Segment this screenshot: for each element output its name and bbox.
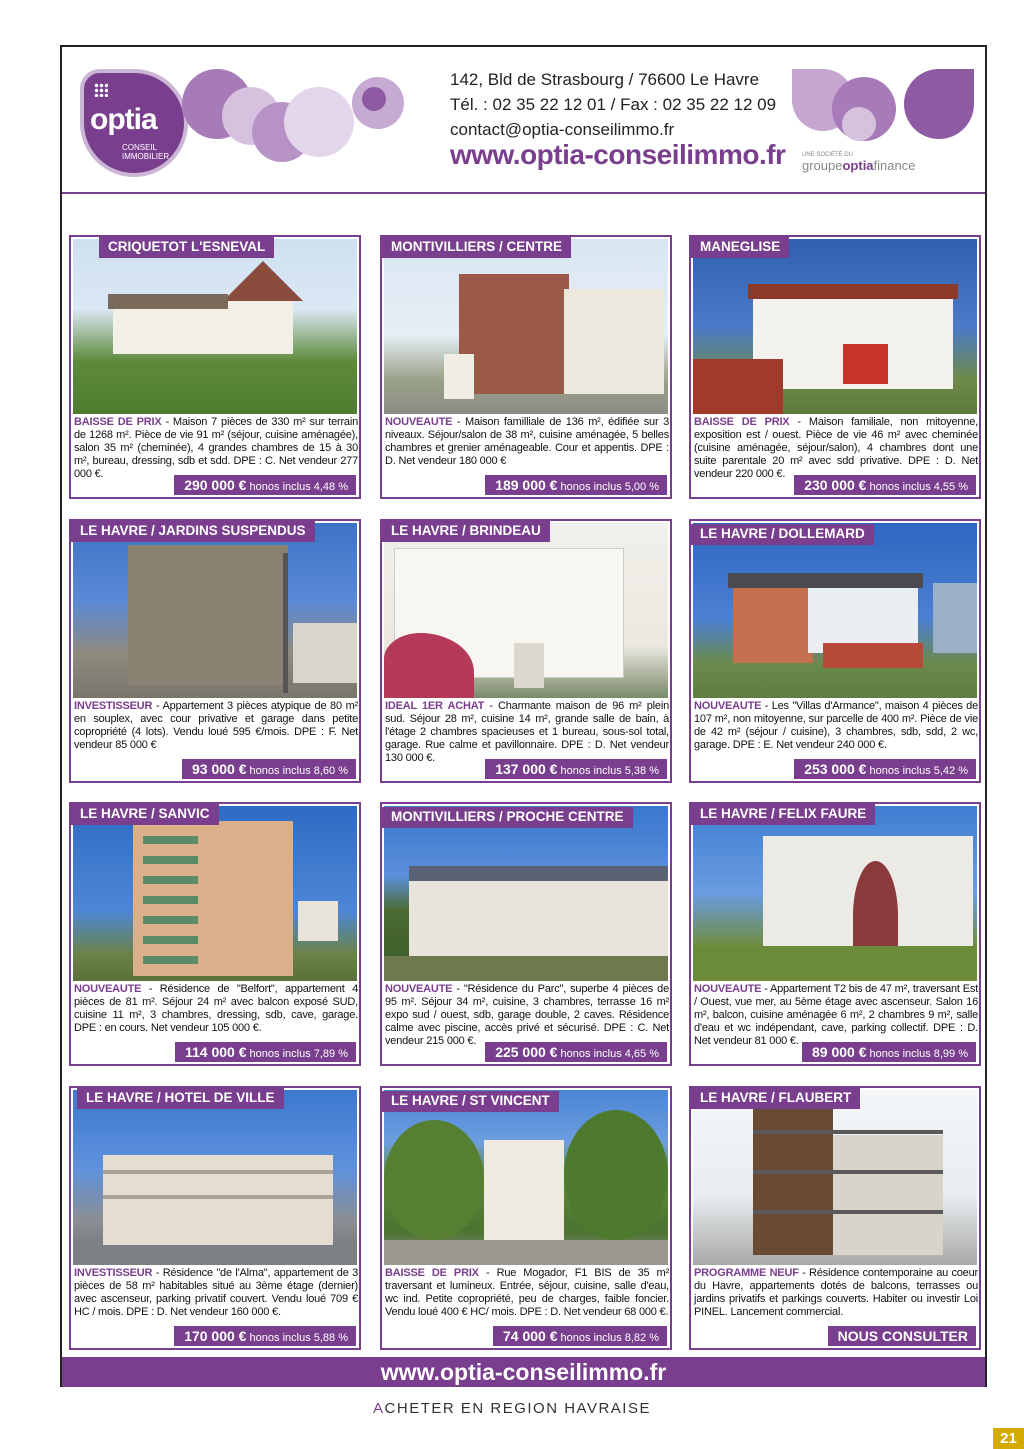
property-photo <box>73 806 357 981</box>
listing-card[interactable] <box>689 1086 981 1350</box>
listing-price <box>802 1042 976 1062</box>
header <box>62 47 985 194</box>
price-value: 189 000 € <box>495 477 558 493</box>
property-photo <box>693 1090 977 1265</box>
price-fees: honos inclus 5,88 % <box>249 1332 348 1344</box>
listing-tag: PROGRAMME NEUF <box>694 1267 799 1279</box>
price-fees: honos inclus 7,89 % <box>249 1048 348 1060</box>
listing-card[interactable] <box>380 235 672 499</box>
price-value: 225 000 € <box>495 1044 558 1060</box>
website-link[interactable]: www.optia-conseilimmo.fr <box>450 139 786 170</box>
price-value: 170 000 € <box>184 1328 247 1344</box>
listing-description <box>74 700 358 752</box>
group-name-a: groupe <box>802 158 843 173</box>
property-photo <box>693 239 977 414</box>
listing-title: LE HAVRE / FELIX FAURE <box>691 804 875 825</box>
listing-text: - Maison 7 pièces de 330 m² sur terrain de 1268 m². Pièce de vie 91 m² (séjour, cuisine aménagée), salon 35 m² (cheminée), 4 grandes chambres de 15 à 30 m², bureau, dressing, sdb et sdd. DPE : C. Net vendeur 277 000 €. <box>74 416 358 480</box>
price-fees: honos inclus 4,55 % <box>869 481 968 493</box>
listing-card[interactable] <box>380 519 672 783</box>
property-photo <box>384 239 668 414</box>
email-link[interactable]: contact@optia-conseilimmo.fr <box>450 120 675 139</box>
logo-word: optia <box>90 103 157 136</box>
listing-tag: BAISSE DE PRIX <box>74 416 162 428</box>
listing-title: MANEGLISE <box>691 237 789 258</box>
property-photo <box>73 523 357 698</box>
logo-dots-icon <box>94 83 108 97</box>
optia-logo[interactable] <box>80 69 188 177</box>
listing-description <box>385 1267 669 1319</box>
listing-tag: BAISSE DE PRIX <box>385 1267 479 1279</box>
property-photo <box>384 806 668 981</box>
price-fees: honos inclus 4,48 % <box>249 481 348 493</box>
tagline-initial: A <box>373 1400 385 1417</box>
listing-title: LE HAVRE / SANVIC <box>71 804 219 825</box>
property-photo <box>384 1090 668 1265</box>
tagline-rest: CHETER EN REGION HAVRAISE <box>384 1400 651 1417</box>
price-value: 89 000 € <box>811 1044 867 1060</box>
price-value: 137 000 € <box>495 761 558 777</box>
price-fees: honos inclus 5,38 % <box>560 765 659 777</box>
listing-description <box>694 700 978 752</box>
logo-sub-line1: CONSEIL <box>122 143 158 152</box>
listing-title: LE HAVRE / DOLLEMARD <box>691 524 874 545</box>
price-fees: honos inclus 5,00 % <box>560 481 659 493</box>
listing-price <box>175 1042 356 1062</box>
price-value: 290 000 € <box>184 477 247 493</box>
listing-text: - Maison familiale, non mitoyenne, exposition est / ouest. Pièce de vie 46 m² avec cheminée (cuisine aménagée, séjour/salon), 4 chambres dont une suite parentale 20 m² avec sdd privative. DPE : D. Net vendeur 220 000 €. <box>694 416 978 480</box>
listing-text: - Charmante maison de 96 m² plein sud. Séjour 28 m², cuisine 14 m², grande salle de bain, à l'étage 2 chambres spacieuses et 1 bureau, sous-sol total, garage. Rue calme et pavillonnaire. DPE : D. Net vendeur 130 000 €. <box>385 700 670 764</box>
listing-card[interactable] <box>380 1086 672 1350</box>
footer-website[interactable]: www.optia-conseilimmo.fr <box>62 1357 985 1387</box>
page-number: 21 <box>993 1428 1024 1449</box>
listing-description <box>694 1267 978 1319</box>
listing-card[interactable] <box>380 802 672 1066</box>
listing-title: LE HAVRE / ST VINCENT <box>382 1091 559 1112</box>
listing-price <box>794 475 976 495</box>
group-name-c: finance <box>873 158 916 173</box>
price-fees: honos inclus 5,42 % <box>869 765 968 777</box>
listing-tag: INVESTISSEUR <box>74 700 153 712</box>
listing-text: - Résidence contemporaine au coeur du Havre, appartements dotés de balcons, terrasses ou jardins privatifs et parkings couverts. Habiter ou investir Loi PINEL. Lancement commercial. <box>694 1267 978 1318</box>
listing-card[interactable] <box>69 1086 361 1350</box>
listing-title: CRIQUETOT L'ESNEVAL <box>99 237 274 258</box>
price-value: 230 000 € <box>804 477 867 493</box>
listing-title: MONTIVILLIERS / PROCHE CENTRE <box>382 807 633 828</box>
property-photo <box>73 239 357 414</box>
listing-tag: IDEAL 1ER ACHAT <box>385 700 485 712</box>
listing-text: - Résidence "de l'Alma", appartement de 3 pièces de 58 m² habitables situé au 3ème étage (dernier) avec ascenseur, parking privatif couvert. Vendu loué 709 € HC / mois. DPE : D. Net vendeur 160 000 €. <box>74 1267 358 1318</box>
price-value: 74 000 € <box>502 1328 558 1344</box>
listing-text: - Appartement T2 bis de 47 m², traversant Est / Ouest, vue mer, au 5ème étage avec ascenseur. Salon 16 m², balcon, cuisine aménagée 6 m², 2 chambres 9 m², salle d'eau et wc indépendant, cave, parking collectif. DPE : D. Net vendeur 81 000 €. <box>694 983 979 1047</box>
price-value: 114 000 € <box>184 1044 247 1060</box>
price-value: 253 000 € <box>804 761 867 777</box>
price-fees: honos inclus 8,60 % <box>249 765 348 777</box>
listing-description <box>74 983 358 1035</box>
listing-title: LE HAVRE / HOTEL DE VILLE <box>77 1088 284 1109</box>
listing-price <box>485 1042 667 1062</box>
listing-title: LE HAVRE / BRINDEAU <box>382 521 550 542</box>
listing-tag: BAISSE DE PRIX <box>694 416 790 428</box>
price-fees: honos inclus 4,65 % <box>560 1048 659 1060</box>
page-tagline <box>0 1400 1024 1417</box>
listing-description <box>694 416 978 481</box>
listing-card[interactable] <box>69 235 361 499</box>
listing-text: - Les "Villas d'Armance", maison 4 pièces de 107 m², non mitoyenne, sur parcelle de 400 m². Pièce de vie de 42 m² (séjour / cuisine), 3 chambres, sdb, sdd, 2 wc, garage. DPE : E. Net vendeur 240 000 €. <box>694 700 978 751</box>
listing-description <box>385 416 669 468</box>
listing-price <box>493 1326 667 1346</box>
listing-text: - Résidence de "Belfort", appartement 4 pièces de 81 m². Séjour 24 m² avec balcon exposé SUD, cuisine 11 m², 3 chambres, dressing, sdb, cave, garage. DPE : en cours. Net vendeur 105 000 €. <box>74 983 358 1034</box>
listing-text: - Maison familliale de 136 m², édifiée sur 3 niveaux. Séjour/salon de 38 m², cuisine aménagée, 5 belles chambres et grenier aménageable. Cour et appentis. DPE : D. Net vendeur 180 000 € <box>385 416 669 467</box>
group-name <box>802 158 962 173</box>
listing-tag: INVESTISSEUR <box>74 1267 153 1279</box>
group-small-text: UNE SOCIÉTÉ DU <box>802 152 854 158</box>
property-photo <box>693 523 977 698</box>
listing-tag: NOUVEAUTE <box>694 700 762 712</box>
property-photo <box>73 1090 357 1265</box>
listing-card[interactable] <box>689 235 981 499</box>
listing-description <box>74 1267 358 1319</box>
listing-card[interactable] <box>689 519 981 783</box>
listing-card[interactable] <box>69 519 361 783</box>
listing-description <box>74 416 358 481</box>
listing-price <box>174 1326 356 1346</box>
price-value: 93 000 € <box>191 761 247 777</box>
listing-description <box>694 983 978 1048</box>
listing-card[interactable] <box>689 802 981 1066</box>
listing-title: LE HAVRE / FLAUBERT <box>691 1088 860 1109</box>
contact-block <box>450 67 776 142</box>
price-fees: honos inclus 8,82 % <box>560 1332 659 1344</box>
listing-description <box>385 983 669 1048</box>
listing-text: - Appartement 3 pièces atypique de 80 m² en souplex, avec cour privative et garage dans petite copropriété (4 lots). Vendu loué 595 €/mois. DPE : F. Net vendeur 85 000 € <box>74 700 358 751</box>
listing-text: - "Résidence du Parc", superbe 4 pièces de 95 m². Séjour 34 m², cuisine, 3 chambres, terrasse 16 m² expo sud / ouest, sdb, garage double, 2 caves. Résidence calme avec piscine, accès privé et sécurisé. DPE : C. Net vendeur 215 000 €. <box>385 983 669 1047</box>
listing-price <box>485 475 667 495</box>
property-photo <box>693 806 977 981</box>
page-frame <box>60 45 987 1387</box>
price-fees: honos inclus 8,99 % <box>869 1048 968 1060</box>
property-photo <box>384 523 668 698</box>
listing-description <box>385 700 669 765</box>
listing-title: LE HAVRE / JARDINS SUSPENDUS <box>71 521 315 542</box>
listing-tag: NOUVEAUTE <box>385 416 453 428</box>
contact-us-badge[interactable]: NOUS CONSULTER <box>828 1326 976 1346</box>
group-brand <box>802 152 962 173</box>
listing-tag: NOUVEAUTE <box>74 983 142 995</box>
listing-tag: NOUVEAUTE <box>385 983 453 995</box>
logo-subtitle <box>122 143 169 161</box>
listing-card[interactable] <box>69 802 361 1066</box>
logo-sub-line2: IMMOBILIER <box>122 152 170 161</box>
group-name-b: optia <box>842 158 874 173</box>
listing-price <box>485 759 667 779</box>
listing-tag: NOUVEAUTE <box>694 983 762 995</box>
phone-fax: Tél. : 02 35 22 12 01 / Fax : 02 35 22 12 09 <box>450 95 777 114</box>
listing-title: MONTIVILLIERS / CENTRE <box>382 237 571 258</box>
address: 142, Bld de Strasbourg / 76600 Le Havre <box>450 70 760 89</box>
listing-price <box>174 475 356 495</box>
listing-price <box>794 759 976 779</box>
listing-price <box>182 759 356 779</box>
listing-text: - Rue Mogador, F1 BIS de 35 m² traversant et lumineux. Entrée, séjour, cuisine, salle d'eau, wc ind. Petite copropriété, peu de charges, faible foncier. Vendu loué 400 € HC/ mois. DPE : D. Net vendeur 68 000 €. <box>385 1267 669 1318</box>
